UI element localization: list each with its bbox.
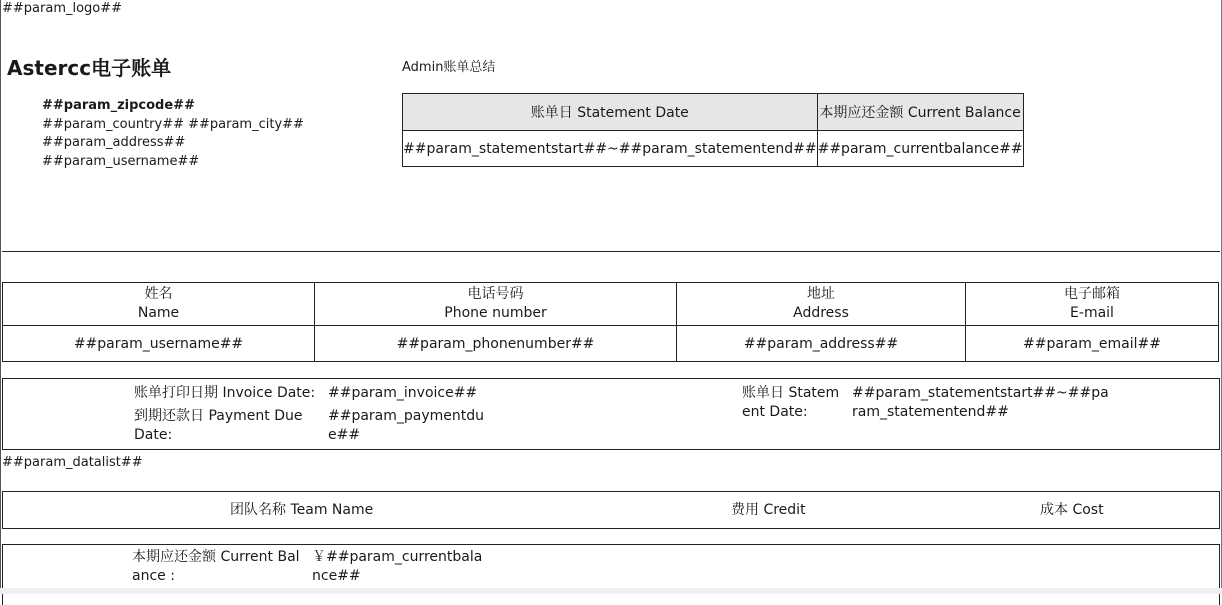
payment-due-label-line2: Date: [134,427,173,443]
email-header: 电子邮箱 E-mail [966,283,1219,326]
summary-label: Admin账单总结 [402,60,496,75]
invoice-details-box [2,378,1220,450]
page-title: Astercc电子账单 [7,56,172,80]
current-balance-header: 本期应还金额 Current Balance [817,94,1023,131]
payment-due-value-line1: ##param_paymentdu [328,408,485,424]
balance-label-line2: ance : [132,568,175,584]
invoice-date-value: ##param_invoice## [328,385,478,401]
phone-value: ##param_phonenumber## [315,326,677,362]
statement-date-value: ##param_statementstart##~##param_statementend## [403,131,818,167]
address-field: ##param_address## [42,135,186,150]
payment-due-value-line2: e## [328,427,361,443]
balance-value-line1: ￥##param_currentbala [312,549,483,565]
statement-date-value-line2: ram_statementend## [852,404,1009,420]
address-header: 地址 Address [677,283,966,326]
statement-header-row [403,94,1024,131]
logo-placeholder: ##param_logo## [2,1,123,16]
balance-label-line1: 本期应还金额 Current Bal [132,549,300,565]
contact-info-table [2,282,1219,362]
datalist-placeholder: ##param_datalist## [2,455,143,470]
name-value: ##param_username## [3,326,315,362]
current-balance-value: ##param_currentbalance## [817,131,1023,167]
statement-date-value-line1: ##param_statementstart##~##pa [852,385,1109,401]
page-left-border [0,0,1,594]
address-value: ##param_address## [677,326,966,362]
contact-value-row [3,326,1219,362]
statement-date-label-line2: ent Date: [742,404,808,420]
username-field: ##param_username## [42,154,200,169]
country-city-field: ##param_country## ##param_city## [42,117,304,132]
zipcode-field: ##param_zipcode## [42,98,195,113]
divider [2,251,1220,252]
email-value: ##param_email## [966,326,1219,362]
balance-value-line2: nce## [312,568,361,584]
payment-due-label-line1: 到期还款日 Payment Due [134,408,303,424]
statement-summary-table [402,93,1024,167]
name-header: 姓名 Name [3,283,315,326]
phone-header: 电话号码 Phone number [315,283,677,326]
team-header-box [2,491,1220,529]
credit-header: 费用 Credit [731,502,806,518]
cost-header: 成本 Cost [1040,502,1104,518]
invoice-date-label: 账单打印日期 Invoice Date: [134,385,316,401]
statement-date-header: 账单日 Statement Date [403,94,818,131]
page-cutoff-strip [0,588,1222,594]
statement-value-row [403,131,1024,167]
team-name-header: 团队名称 Team Name [230,502,374,518]
contact-header-row [3,283,1219,326]
current-balance-box [2,544,1220,605]
statement-date-label-line1: 账单日 Statem [742,385,840,401]
